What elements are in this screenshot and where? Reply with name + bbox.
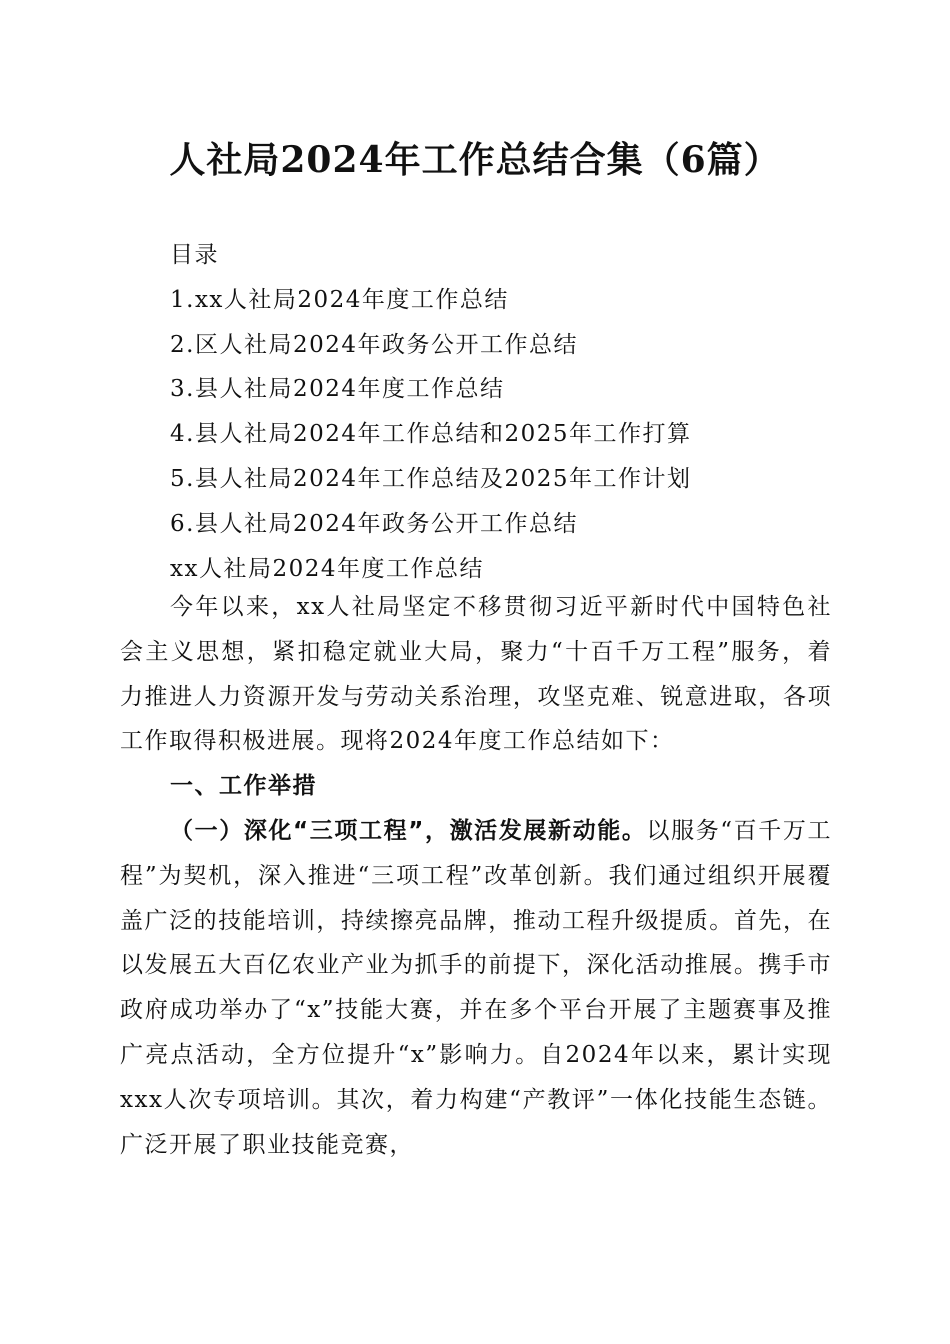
article-body	[120, 585, 832, 1167]
section-heading: 一、工作举措	[170, 773, 317, 800]
subsection-lead: （一）深化“三项工程”，激活发展新动能。	[170, 817, 647, 844]
toc-item[interactable]: 1.xx人社局2024年度工作总结	[170, 286, 509, 313]
subsection-text: 以服务“百千万工程”为契机，深入推进“三项工程”改革创新。我们通过组织开展覆盖广泛的技能培训，持续擦亮品牌，推动工程升级提质。首先，在以发展五大百亿农业产业为抓手的前提下，深化活动推展。携手市政府成功举办了“x”技能大赛，并在多个平台开展了主题赛事及推广亮点活动，全方位提升“x”影响力。自2024年以来，累计实现xxx人次专项培训。其次，着力构建“产教评”一体化技能生态链。广泛开展了职业技能竞赛，	[120, 817, 833, 1158]
toc-item[interactable]: 3.县人社局2024年度工作总结	[170, 376, 505, 403]
article-title: xx人社局2024年度工作总结	[170, 555, 484, 582]
document-title: 人社局2024年工作总结合集（6篇）	[169, 139, 781, 181]
toc-item[interactable]: 6.县人社局2024年政务公开工作总结	[170, 510, 578, 537]
toc-item[interactable]: 2.区人社局2024年政务公开工作总结	[170, 331, 578, 358]
toc-heading: 目录	[170, 242, 219, 268]
subsection-paragraph	[120, 809, 832, 1167]
toc-item[interactable]: 4.县人社局2024年工作总结和2025年工作打算	[170, 421, 692, 448]
intro-paragraph: 今年以来，xx人社局坚定不移贯彻习近平新时代中国特色社会主义思想，紧扣稳定就业大局，聚力“十百千万工程”服务，着力推进人力资源开发与劳动关系治理，攻坚克难、锐意进取，各项工作取得积极进展。现将2024年度工作总结如下：	[120, 594, 832, 755]
toc-item[interactable]: 5.县人社局2024年工作总结及2025年工作计划	[170, 465, 692, 492]
table-of-contents	[120, 233, 832, 591]
